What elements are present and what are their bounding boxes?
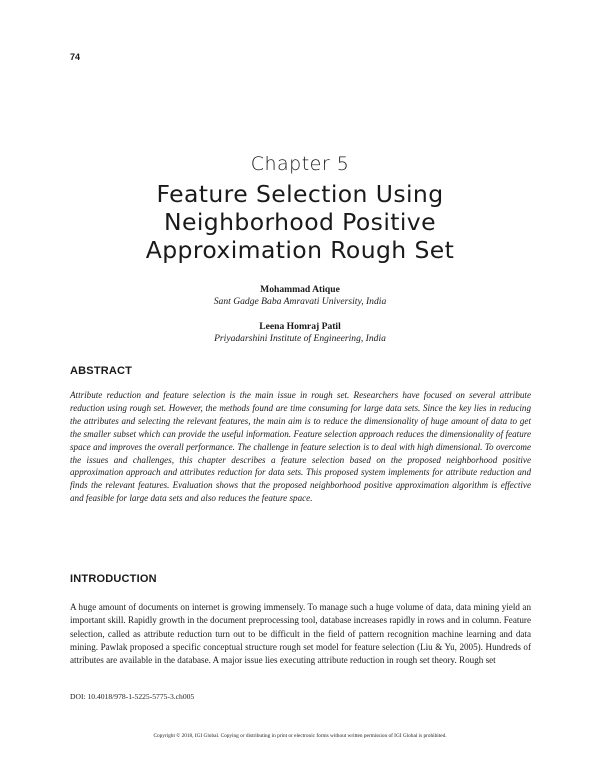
chapter-title-line: Feature Selection Using <box>156 180 444 208</box>
doi: DOI: 10.4018/978-1-5225-5775-3.ch005 <box>70 692 195 701</box>
chapter-label: Chapter 5 <box>250 153 350 175</box>
author-name: Mohammad Atique <box>260 284 340 295</box>
author-name: Leena Homraj Patil <box>259 321 341 332</box>
chapter-title <box>60 180 540 264</box>
introduction-heading: INTRODUCTION <box>70 573 157 585</box>
page-number: 74 <box>70 52 81 62</box>
chapter-title-line: Neighborhood Positive <box>164 208 436 236</box>
author-affiliation: Sant Gadge Baba Amravati University, India <box>213 296 387 307</box>
author-affiliation: Priyadarshini Institute of Engineering, India <box>214 333 386 344</box>
copyright-notice: Copyright © 2018, IGI Global. Copying or distributing in print or electronic forms without written permission of IGI Global is prohibited. <box>153 733 447 739</box>
abstract-heading: ABSTRACT <box>70 365 133 377</box>
abstract-text: Attribute reduction and feature selection is the main issue in rough set. Researchers have focused on several attribute reduction using rough set. However, the methods found are time consuming for large data sets. Since the key lies in reducing the attributes and selecting the relevant features, the main aim is to reduce the dimensionality of huge amount of data to get the smaller subset which can provide the useful information. Feature selection approach reduces the dimensionality of feature space and improves the overall performance. The challenge in feature selection is to deal with high dimensional. To overcome the issues and challenges, this chapter describes a feature selection based on the proposed neighborhood positive approximation approach and attributes reduction for data sets. This proposed system implements for attribute reduction and finds the relevant features. Evaluation shows that the proposed neighborhood positive approximation algorithm is effective and feasible for large data sets and also reduces the feature space. <box>70 390 531 504</box>
chapter-title-line: Approximation Rough Set <box>145 236 455 264</box>
introduction-text: A huge amount of documents on internet is growing immensely. To manage such a huge volume of data, data mining yield an important skill. Rapidly growth in the document preprocessing tool, database increases rapidly in rows and in column. Feature selection, called as attribute reduction turn out to be difficult in the field of pattern recognition machine learning and data mining. Pawlak proposed a specific conceptual structure rough set model for feature selection (Liu & Yu, 2005). Hundreds of attributes are available in the database. A major issue lies executing attribute reduction in rough set theory. Rough set <box>70 602 531 666</box>
